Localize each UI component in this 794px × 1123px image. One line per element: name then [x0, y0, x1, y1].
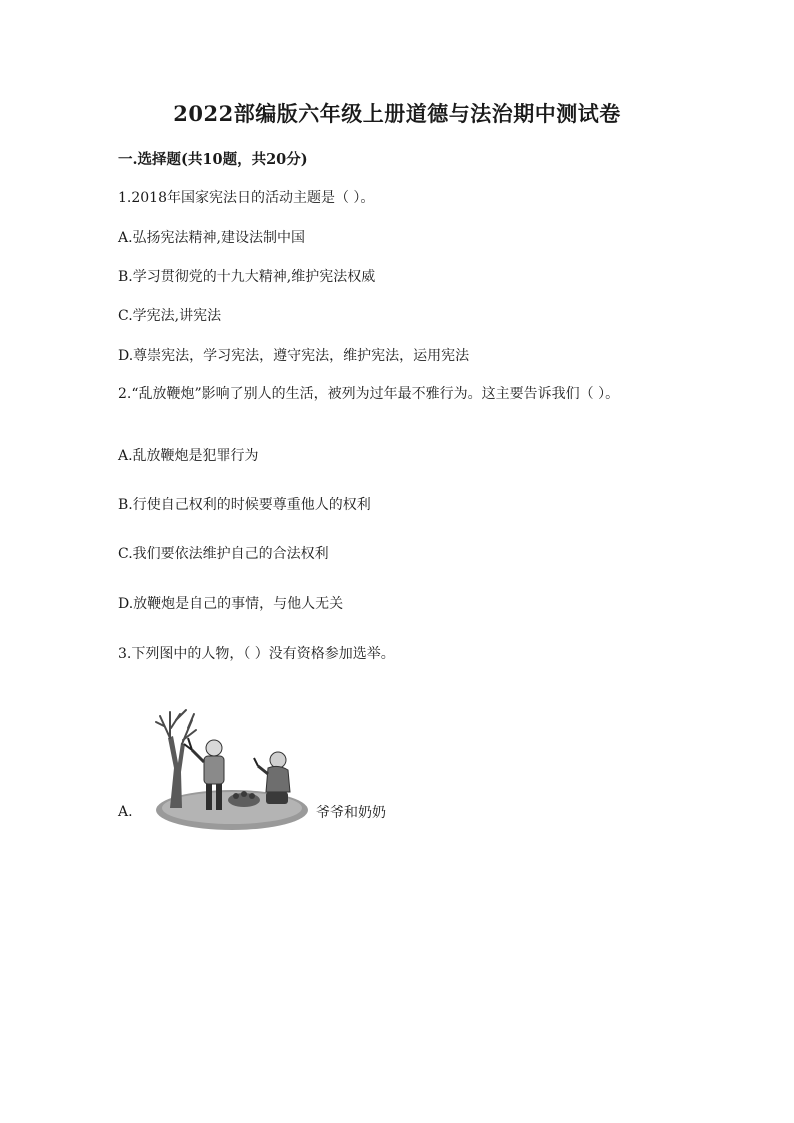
- question-2-option-b: B.行使自己权利的时候要尊重他人的权利: [118, 497, 371, 513]
- question-1-stem: 1.2018年国家宪法日的活动主题是（ ）。: [118, 190, 375, 206]
- section-heading: 一.选择题(共10题，共20分): [118, 151, 308, 168]
- question-1-option-b: B.学习贯彻党的十九大精神,维护宪法权威: [118, 269, 376, 285]
- question-2-option-c: C.我们要依法维护自己的合法权利: [118, 546, 329, 562]
- question-2-option-d: D.放鞭炮是自己的事情，与他人无关: [118, 596, 344, 612]
- question-1-option-a: A.弘扬宪法精神,建设法制中国: [118, 230, 306, 246]
- question-1-option-c: C.学宪法,讲宪法: [118, 308, 222, 324]
- question-2-option-a: A.乱放鞭炮是犯罪行为: [118, 448, 259, 464]
- question-3-option-a-text: 爷爷和奶奶: [316, 805, 386, 821]
- question-2-stem: 2.“乱放鞭炮”影响了别人的生活，被列为过年最不雅行为。这主要告诉我们（ ）。: [118, 386, 620, 402]
- question-3-stem: 3.下列图中的人物，（ ）没有资格参加选举。: [118, 646, 395, 662]
- question-3-option-a-label: A.: [118, 804, 133, 820]
- grandparents-gardening-illustration: [148, 708, 308, 833]
- page-title: 2022部编版六年级上册道德与法治期中测试卷: [173, 101, 621, 126]
- question-1-option-d: D.尊崇宪法，学习宪法，遵守宪法，维护宪法，运用宪法: [118, 348, 470, 364]
